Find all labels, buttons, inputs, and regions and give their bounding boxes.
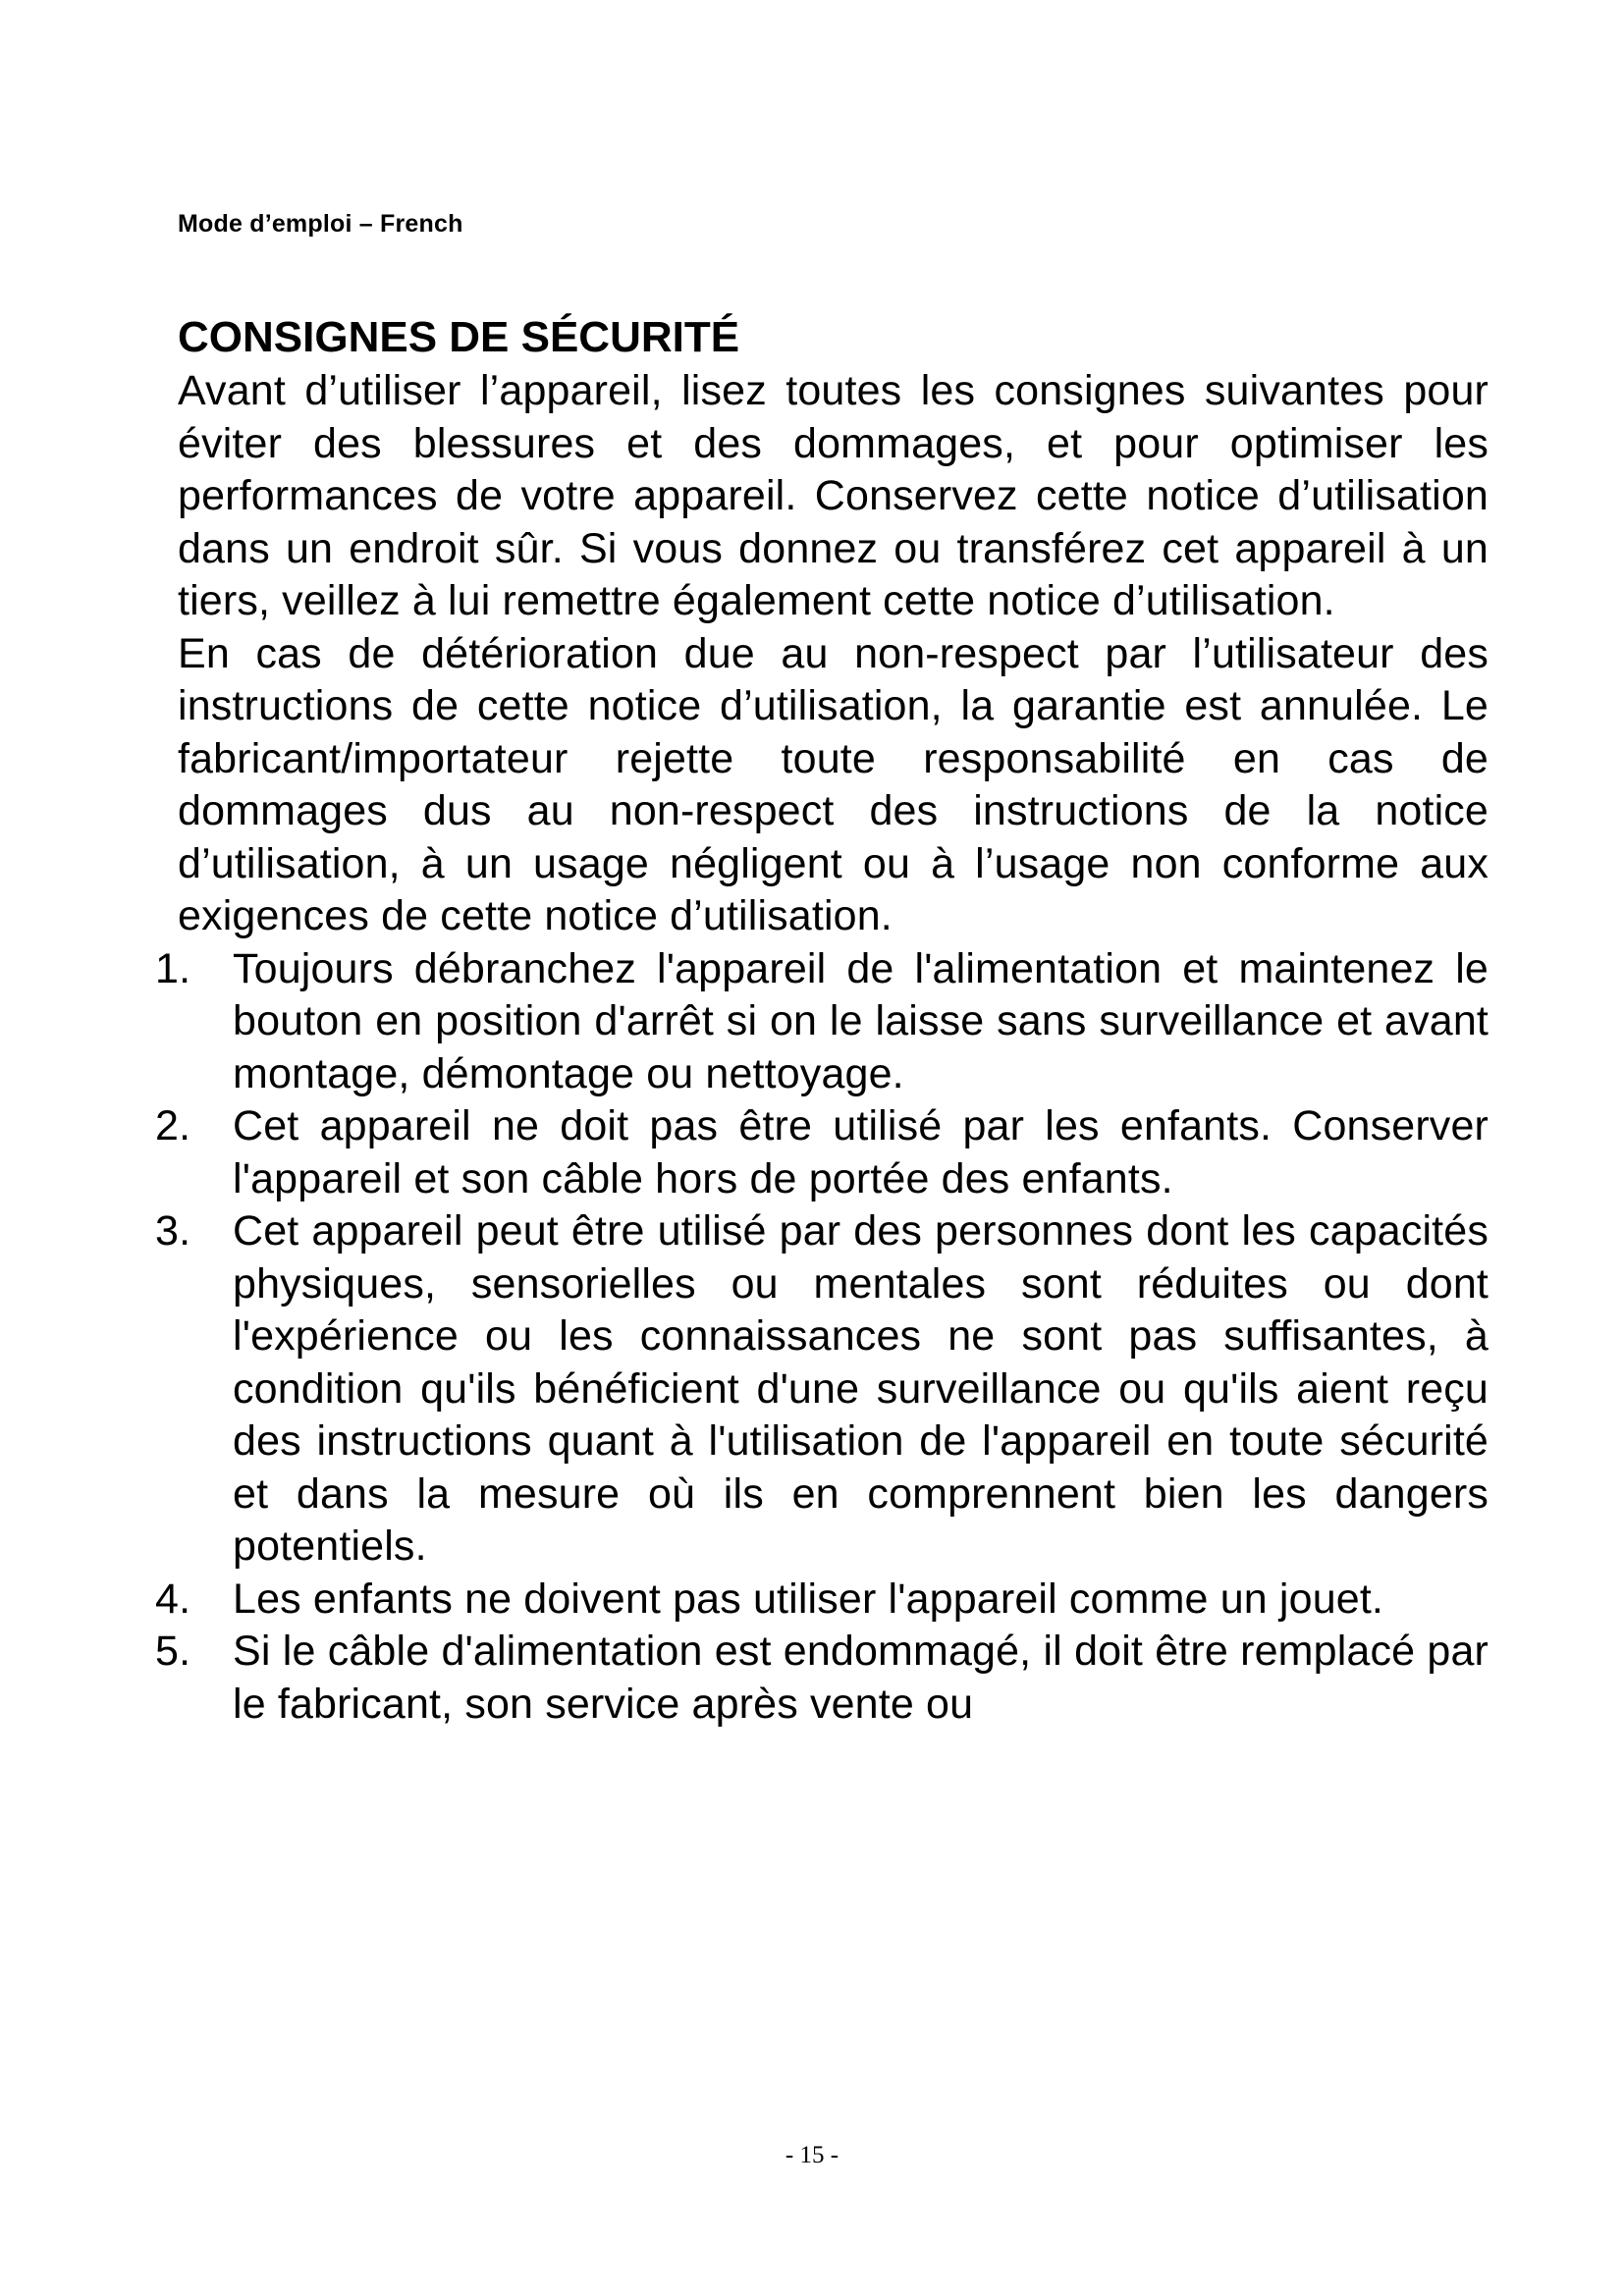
rule-number: 1.: [155, 944, 191, 992]
rule-number: 2.: [155, 1102, 191, 1149]
rule-text: Toujours débranchez l'appareil de l'alimentation et maintenez le bouton en position d'arrêt si on le laisse sans surveillance et avant montage, démontage ou nettoyage.: [233, 944, 1489, 1097]
rule-number: 4.: [155, 1575, 191, 1623]
safety-rule: [155, 1626, 1489, 1731]
warranty-paragraph: En cas de détérioration due au non-respect par l’utilisateur des instructions de cette notice d’utilisation, la garantie est annulée. Le fabricant/importateur rejette toute responsabilité en cas de dommages dus au non-respect des instructions de la notice d’utilisation, à un usage négligent ou à l’usage non conforme aux exigences de cette notice d’utilisation.: [178, 629, 1489, 939]
safety-rule: [155, 943, 1489, 1101]
rule-text: Si le câble d'alimentation est endommagé, il doit être remplacé par le fabricant, son service après vente ou: [233, 1628, 1489, 1728]
safety-rules-list: [155, 943, 1489, 1732]
document-header-label: Mode d’emploi – French: [178, 210, 463, 238]
safety-rule: [155, 1205, 1489, 1574]
page-number: - 15 -: [785, 2142, 839, 2168]
intro-paragraph: Avant d’utiliser l’appareil, lisez toutes les consignes suivantes pour éviter des blessures et des dommages, et pour optimiser les performances de votre appareil. Conservez cette notice d’utilisation dans un endroit sûr. Si vous donnez ou transférez cet appareil à un tiers, veillez à lui remettre également cette notice d’utilisation.: [178, 367, 1489, 624]
safety-rule: [155, 1100, 1489, 1205]
safety-rule: [155, 1574, 1489, 1627]
document-body: [155, 310, 1489, 1731]
rule-number: 3.: [155, 1207, 191, 1255]
rule-text: Cet appareil peut être utilisé par des personnes dont les capacités physiques, sensorielles ou mentales sont réduites ou dont l'expérience ou les connaissances ne sont pas suffisantes, à condition qu'ils bénéficient d'une surveillance ou qu'ils aient reçu des instructions quant à l'utilisation de l'appareil en toute sécurité et dans la mesure où ils en comprennent bien les dangers potentiels.: [233, 1207, 1489, 1570]
rule-number: 5.: [155, 1628, 191, 1675]
rule-text: Les enfants ne doivent pas utiliser l'appareil comme un jouet.: [233, 1575, 1384, 1623]
section-title: CONSIGNES DE SÉCURITÉ: [178, 313, 740, 361]
rule-text: Cet appareil ne doit pas être utilisé par les enfants. Conserver l'appareil et son câble hors de portée des enfants.: [233, 1102, 1489, 1202]
